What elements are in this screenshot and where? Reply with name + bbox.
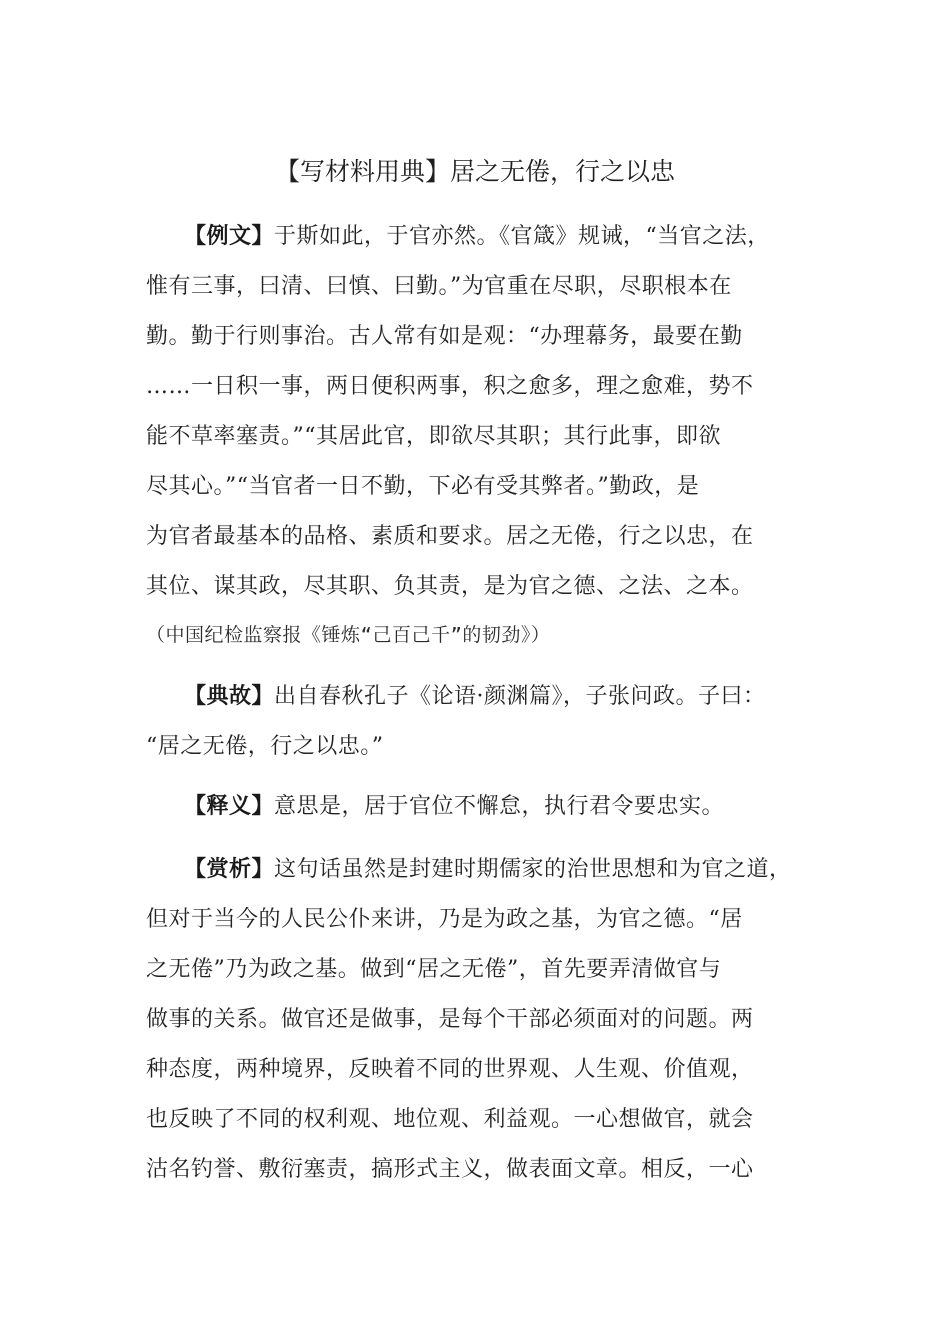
example-line-1 [146,212,826,262]
appreciation-line-4: 做事的关系。做官还是做事，是每个干部必须面对的问题。两 [146,1007,754,1032]
appreciation-line-2: 但对于当今的人民公仆来讲，乃是为政之基，为官之德。“居 [146,907,743,932]
meaning-tag: 【释义】 [184,794,275,819]
meaning-text: 意思是，居于官位不懈怠，执行君令要忠实。 [274,794,725,819]
appreciation-line-1 [146,845,826,895]
appreciation-line-5: 种态度，两种境界，反映着不同的世界观、人生观、价值观， [146,1057,754,1082]
allusion-text: 出自春秋孔子《论语·颜渊篇》，子张问政。子曰： [274,684,766,709]
allusion-line-2: “居之无倦，行之以忠。” [146,734,384,759]
allusion-paragraph [146,672,826,772]
example-text: 于斯如此，于官亦然。《官箴》规诫，“当官之法， [274,224,770,249]
allusion-tag: 【典故】 [184,684,275,709]
appreciation-paragraph [146,845,826,1195]
appreciation-line-7: 沽名钓誉、敷衍塞责，搞形式主义，做表面文章。相反，一心 [146,1157,754,1182]
document-title: 【写材料用典】居之无倦，行之以忠 [274,157,675,186]
example-line-3: 勤。勤于行则事治。古人常有如是观：“办理幕务，最要在勤 [146,324,743,349]
example-line-6: 尽其心。”“当官者一日不勤，下必有受其弊者。”勤政，是 [146,474,700,499]
example-line-7: 为官者最基本的品格、素质和要求。居之无倦，行之以忠，在 [146,524,754,549]
meaning-line-1 [146,782,826,832]
example-source: （中国纪检监察报《锤炼“己百己千”的韧劲》） [146,624,551,646]
example-line-8: 其位、谋其政，尽其职、负其责，是为官之德、之法、之本。 [146,574,754,599]
example-line-5: 能不草率塞责。”“其居此官，即欲尽其职；其行此事，即欲 [146,424,721,449]
appreciation-line-3: 之无倦”乃为政之基。做到“居之无倦”，首先要弄清做官与 [146,957,722,982]
appreciation-tag: 【赏析】 [184,857,275,882]
allusion-line-1 [146,672,826,722]
example-line-4: ……一日积一事，两日便积两事，积之愈多，理之愈难，势不 [146,374,754,399]
example-paragraph [146,212,826,658]
appreciation-line-6: 也反映了不同的权利观、地位观、利益观。一心想做官，就会 [146,1107,754,1132]
example-tag: 【例文】 [184,224,275,249]
appreciation-text: 这句话虽然是封建时期儒家的治世思想和为官之道， [274,857,792,882]
example-line-2: 惟有三事，曰清、曰慎、曰勤。”为官重在尽职，尽职根本在 [146,274,732,299]
meaning-paragraph [146,782,826,832]
